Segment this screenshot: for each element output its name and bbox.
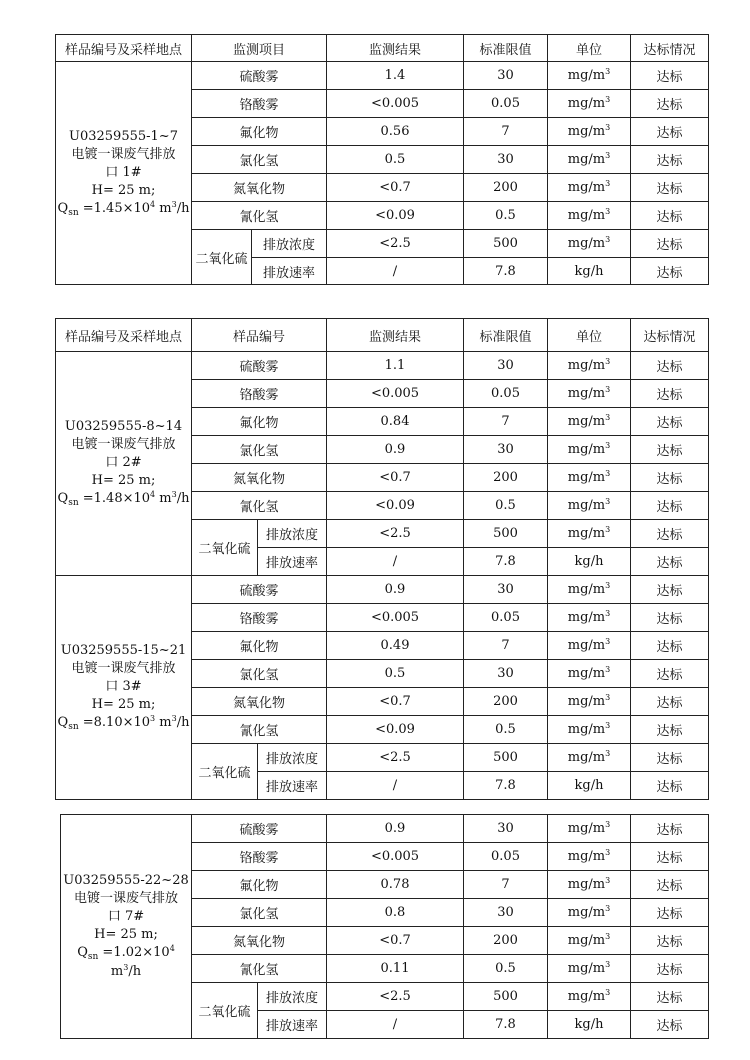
item-name: 硫酸雾	[192, 62, 327, 90]
unit-value: $mg/m^3$	[548, 955, 631, 983]
status-value: 达标	[631, 983, 709, 1011]
flow-rate: $Q_{sn} =1.48\times 10^4$ $m^3/h$	[57, 490, 190, 508]
item-name: 排放速率	[258, 1011, 327, 1039]
status-value: 达标	[631, 1011, 709, 1039]
status-value: 达标	[631, 632, 709, 660]
status-value: 达标	[631, 871, 709, 899]
item-name: 氯化氢	[192, 436, 327, 464]
result-value: <0.09	[327, 492, 464, 520]
limit-value: 200	[464, 927, 548, 955]
limit-value: 7.8	[464, 1011, 548, 1039]
item-name: 氮氧化物	[192, 927, 327, 955]
result-value: <2.5	[327, 983, 464, 1011]
unit-value: kg/h	[548, 772, 631, 800]
result-value: 0.8	[327, 899, 464, 927]
unit-value: kg/h	[548, 258, 631, 285]
unit-value: kg/h	[548, 548, 631, 576]
sample-code: U03259555-15~21	[60, 643, 187, 658]
header-site: 样品编号及采样地点	[56, 35, 192, 62]
limit-value: 0.05	[464, 90, 548, 118]
item-name: 排放浓度	[258, 520, 327, 548]
status-value: 达标	[631, 843, 709, 871]
site-line-2: 口 1#	[105, 164, 142, 180]
item-name: 氯化氢	[192, 146, 327, 174]
unit-value: kg/h	[548, 1011, 631, 1039]
unit-value: $mg/m^3$	[548, 632, 631, 660]
status-value: 达标	[631, 464, 709, 492]
limit-value: 200	[464, 174, 548, 202]
sample-site-cell	[56, 576, 192, 800]
result-value: 0.9	[327, 576, 464, 604]
limit-value: 500	[464, 983, 548, 1011]
unit-value: $mg/m^3$	[548, 146, 631, 174]
so2-label: 二氧化硫	[192, 983, 258, 1039]
table-header-row	[56, 35, 709, 62]
stack-height: H= 25 m;	[91, 473, 156, 488]
result-value: 0.56	[327, 118, 464, 146]
item-name: 氟化物	[192, 118, 327, 146]
item-name: 硫酸雾	[192, 576, 327, 604]
monitoring-table-3	[60, 814, 709, 1039]
site-line-1: 电镀一课废气排放	[73, 890, 178, 906]
stack-height: H= 25 m;	[94, 926, 158, 942]
item-name: 硫酸雾	[192, 352, 327, 380]
header-status: 达标情况	[631, 319, 709, 352]
limit-value: 0.5	[464, 492, 548, 520]
sample-site-cell	[61, 815, 192, 1039]
header-result: 监测结果	[327, 319, 464, 352]
result-value: /	[327, 258, 464, 285]
item-name: 铬酸雾	[192, 380, 327, 408]
status-value: 达标	[631, 380, 709, 408]
sample-site-cell	[56, 352, 192, 576]
result-value: /	[327, 1011, 464, 1039]
item-name: 排放速率	[258, 548, 327, 576]
unit-value: $mg/m^3$	[548, 464, 631, 492]
limit-value: 0.5	[464, 716, 548, 744]
result-value: 0.78	[327, 871, 464, 899]
flow-rate: $Q_{sn} =8.10\times 10^3$ $m^3/h$	[57, 714, 190, 732]
sample-code: U03259555-22~28	[63, 872, 189, 888]
result-value: <0.7	[327, 464, 464, 492]
unit-value: $mg/m^3$	[548, 230, 631, 258]
unit-value: $mg/m^3$	[548, 118, 631, 146]
item-name: 氟化物	[192, 871, 327, 899]
status-value: 达标	[631, 62, 709, 90]
flow-rate: $Q_{sn} =1.02\times 10^4$ $m^3/h$	[77, 943, 175, 979]
header-limit: 标准限值	[464, 35, 548, 62]
result-value: 0.9	[327, 436, 464, 464]
site-line-2: 口 3#	[105, 679, 142, 694]
unit-value: $mg/m^3$	[548, 871, 631, 899]
status-value: 达标	[631, 744, 709, 772]
stack-height: H= 25 m;	[91, 697, 156, 712]
result-value: <0.005	[327, 380, 464, 408]
limit-value: 7.8	[464, 548, 548, 576]
item-name: 排放速率	[252, 258, 327, 285]
site-line-1: 电镀一课废气排放	[71, 146, 176, 162]
item-name: 铬酸雾	[192, 90, 327, 118]
unit-value: $mg/m^3$	[548, 660, 631, 688]
result-value: 0.5	[327, 660, 464, 688]
limit-value: 0.05	[464, 380, 548, 408]
result-value: <0.005	[327, 90, 464, 118]
result-value: 1.1	[327, 352, 464, 380]
status-value: 达标	[631, 118, 709, 146]
limit-value: 500	[464, 744, 548, 772]
header-unit: 单位	[548, 35, 631, 62]
limit-value: 200	[464, 464, 548, 492]
result-value: <0.7	[327, 688, 464, 716]
item-name: 氮氧化物	[192, 174, 327, 202]
limit-value: 30	[464, 815, 548, 843]
status-value: 达标	[631, 408, 709, 436]
item-name: 氟化物	[192, 408, 327, 436]
unit-value: $mg/m^3$	[548, 408, 631, 436]
item-name: 硫酸雾	[192, 815, 327, 843]
unit-value: $mg/m^3$	[548, 927, 631, 955]
item-name: 铬酸雾	[192, 604, 327, 632]
limit-value: 500	[464, 520, 548, 548]
item-name: 氰化氢	[192, 202, 327, 230]
result-value: 0.84	[327, 408, 464, 436]
result-value: /	[327, 548, 464, 576]
limit-value: 7	[464, 871, 548, 899]
status-value: 达标	[631, 815, 709, 843]
header-status: 达标情况	[631, 35, 709, 62]
unit-value: $mg/m^3$	[548, 174, 631, 202]
item-name: 氰化氢	[192, 955, 327, 983]
sample-site-cell	[56, 62, 192, 285]
unit-value: $mg/m^3$	[548, 843, 631, 871]
unit-value: $mg/m^3$	[548, 492, 631, 520]
header-result: 监测结果	[327, 35, 464, 62]
status-value: 达标	[631, 352, 709, 380]
unit-value: $mg/m^3$	[548, 576, 631, 604]
unit-value: $mg/m^3$	[548, 62, 631, 90]
limit-value: 7	[464, 408, 548, 436]
item-name: 排放浓度	[252, 230, 327, 258]
result-value: /	[327, 772, 464, 800]
unit-value: $mg/m^3$	[548, 815, 631, 843]
unit-value: $mg/m^3$	[548, 744, 631, 772]
monitoring-table-2	[55, 318, 709, 800]
header-unit: 单位	[548, 319, 631, 352]
limit-value: 7.8	[464, 258, 548, 285]
item-name: 氮氧化物	[192, 688, 327, 716]
site-line-2: 口 7#	[107, 908, 145, 924]
so2-label: 二氧化硫	[192, 744, 258, 800]
result-value: 0.11	[327, 955, 464, 983]
unit-value: $mg/m^3$	[548, 436, 631, 464]
sample-code: U03259555-1~7	[69, 128, 178, 144]
item-name: 氟化物	[192, 632, 327, 660]
limit-value: 7.8	[464, 772, 548, 800]
table-row	[56, 352, 709, 380]
status-value: 达标	[631, 174, 709, 202]
unit-value: $mg/m^3$	[548, 352, 631, 380]
item-name: 氰化氢	[192, 492, 327, 520]
status-value: 达标	[631, 90, 709, 118]
status-value: 达标	[631, 520, 709, 548]
site-line-1: 电镀一课废气排放	[71, 437, 176, 452]
limit-value: 30	[464, 660, 548, 688]
table-row	[56, 576, 709, 604]
status-value: 达标	[631, 927, 709, 955]
unit-value: $mg/m^3$	[548, 520, 631, 548]
so2-label: 二氧化硫	[192, 230, 252, 285]
table-row	[61, 815, 709, 843]
item-name: 铬酸雾	[192, 843, 327, 871]
status-value: 达标	[631, 716, 709, 744]
limit-value: 0.5	[464, 202, 548, 230]
monitoring-table-1	[55, 34, 709, 285]
limit-value: 30	[464, 146, 548, 174]
status-value: 达标	[631, 688, 709, 716]
site-line-2: 口 2#	[105, 455, 142, 470]
header-limit: 标准限值	[464, 319, 548, 352]
limit-value: 30	[464, 899, 548, 927]
result-value: <0.09	[327, 716, 464, 744]
result-value: 0.5	[327, 146, 464, 174]
result-value: <0.09	[327, 202, 464, 230]
unit-value: $mg/m^3$	[548, 380, 631, 408]
status-value: 达标	[631, 230, 709, 258]
item-name: 氯化氢	[192, 660, 327, 688]
item-name: 氯化氢	[192, 899, 327, 927]
stack-height: H= 25 m;	[91, 182, 156, 198]
result-value: 1.4	[327, 62, 464, 90]
header-site: 样品编号及采样地点	[56, 319, 192, 352]
header-item: 监测项目	[192, 35, 327, 62]
status-value: 达标	[631, 955, 709, 983]
result-value: <2.5	[327, 230, 464, 258]
status-value: 达标	[631, 548, 709, 576]
site-line-1: 电镀一课废气排放	[71, 661, 176, 676]
limit-value: 200	[464, 688, 548, 716]
unit-value: $mg/m^3$	[548, 688, 631, 716]
limit-value: 0.05	[464, 604, 548, 632]
status-value: 达标	[631, 492, 709, 520]
unit-value: $mg/m^3$	[548, 716, 631, 744]
unit-value: $mg/m^3$	[548, 983, 631, 1011]
status-value: 达标	[631, 660, 709, 688]
result-value: <0.005	[327, 604, 464, 632]
sample-code: U03259555-8~14	[64, 419, 183, 434]
unit-value: $mg/m^3$	[548, 604, 631, 632]
status-value: 达标	[631, 604, 709, 632]
result-value: <0.7	[327, 927, 464, 955]
limit-value: 7	[464, 118, 548, 146]
so2-label: 二氧化硫	[192, 520, 258, 576]
table-header-row	[56, 319, 709, 352]
status-value: 达标	[631, 436, 709, 464]
result-value: <0.7	[327, 174, 464, 202]
limit-value: 30	[464, 436, 548, 464]
limit-value: 0.5	[464, 955, 548, 983]
limit-value: 30	[464, 576, 548, 604]
limit-value: 500	[464, 230, 548, 258]
item-name: 排放速率	[258, 772, 327, 800]
header-item: 样品编号	[192, 319, 327, 352]
unit-value: $mg/m^3$	[548, 90, 631, 118]
result-value: <2.5	[327, 520, 464, 548]
unit-value: $mg/m^3$	[548, 899, 631, 927]
result-value: <2.5	[327, 744, 464, 772]
item-name: 排放浓度	[258, 983, 327, 1011]
result-value: 0.49	[327, 632, 464, 660]
result-value: 0.9	[327, 815, 464, 843]
status-value: 达标	[631, 772, 709, 800]
limit-value: 7	[464, 632, 548, 660]
status-value: 达标	[631, 258, 709, 285]
status-value: 达标	[631, 576, 709, 604]
status-value: 达标	[631, 202, 709, 230]
result-value: <0.005	[327, 843, 464, 871]
limit-value: 0.05	[464, 843, 548, 871]
item-name: 氮氧化物	[192, 464, 327, 492]
item-name: 氰化氢	[192, 716, 327, 744]
status-value: 达标	[631, 146, 709, 174]
limit-value: 30	[464, 62, 548, 90]
limit-value: 30	[464, 352, 548, 380]
flow-rate: $Q_{sn} =1.45\times 10^4$ $m^3/h$	[57, 199, 190, 218]
table-row	[56, 62, 709, 90]
item-name: 排放浓度	[258, 744, 327, 772]
unit-value: $mg/m^3$	[548, 202, 631, 230]
status-value: 达标	[631, 899, 709, 927]
